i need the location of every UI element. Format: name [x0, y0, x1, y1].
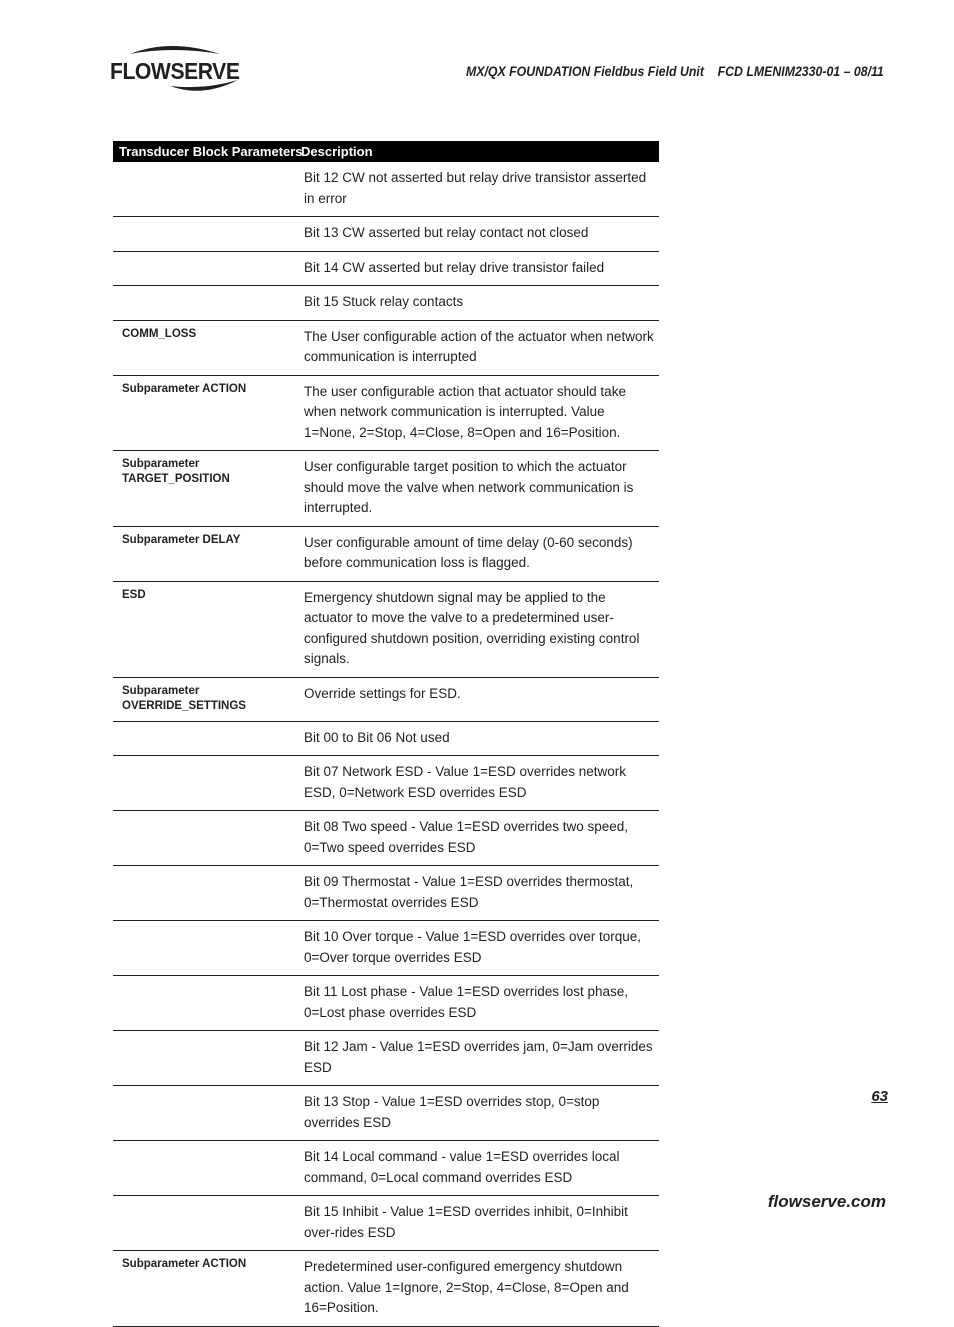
parameter-description: Bit 12 Jam - Value 1=ESD overrides jam, 0=Jam overrides ESD [295, 1031, 659, 1086]
parameter-description: Override settings for ESD. [295, 677, 659, 721]
table-row [113, 217, 659, 252]
parameter-name [113, 1031, 295, 1086]
parameter-description: User configurable amount of time delay (0-60 seconds) before communication loss is flagged. [295, 526, 659, 581]
flowserve-logo [110, 40, 250, 96]
parameter-name: Subparameter DELAY [113, 526, 295, 581]
table-row [113, 451, 659, 527]
parameter-name [113, 866, 295, 921]
table-row [113, 721, 659, 756]
parameter-description: Predetermined user-configured emergency shutdown action. Value 1=Ignore, 2=Stop, 4=Close, 8=Open and 16=Position. [295, 1251, 659, 1327]
table-row [113, 320, 659, 375]
parameter-name [113, 811, 295, 866]
table-row [113, 976, 659, 1031]
parameter-name [113, 921, 295, 976]
parameter-description: Emergency shutdown signal may be applied to the actuator to move the valve to a predetermined user-configured shutdown position, overriding existing control signals. [295, 581, 659, 677]
parameter-name [113, 756, 295, 811]
parameter-name: Subparameter OVERRIDE_SETTINGS [113, 677, 295, 721]
table-row [113, 1251, 659, 1327]
parameter-name [113, 976, 295, 1031]
parameter-name [113, 721, 295, 756]
parameter-description: The User configurable action of the actuator when network communication is interrupted [295, 320, 659, 375]
table-row [113, 286, 659, 321]
parameter-description: Bit 14 Local command - value 1=ESD overrides local command, 0=Local command overrides ESD [295, 1141, 659, 1196]
parameter-name [113, 217, 295, 252]
parameter-name [113, 162, 295, 217]
parameter-name: COMM_LOSS [113, 320, 295, 375]
table-row [113, 866, 659, 921]
page-number: 63 [871, 1088, 888, 1105]
table-row [113, 251, 659, 286]
parameter-name: Subparameter ACTION [113, 1251, 295, 1327]
document-title: MX/QX FOUNDATION Fieldbus Field Unit FCD LMENIM2330-01 – 08/11 [466, 63, 884, 79]
parameter-name [113, 251, 295, 286]
parameter-description: Bit 09 Thermostat - Value 1=ESD overrides thermostat, 0=Thermostat overrides ESD [295, 866, 659, 921]
parameter-name: Subparameter TARGET_POSITION [113, 451, 295, 527]
logo-wordmark: FLOWSERVE [110, 58, 240, 84]
table-row [113, 1031, 659, 1086]
table-row [113, 375, 659, 451]
transducer-block-parameters-table [113, 141, 659, 1327]
parameter-name: ESD [113, 581, 295, 677]
table-row [113, 1086, 659, 1141]
parameter-description: Bit 00 to Bit 06 Not used [295, 721, 659, 756]
table-row [113, 811, 659, 866]
parameter-description: Bit 10 Over torque - Value 1=ESD overrides over torque, 0=Over torque overrides ESD [295, 921, 659, 976]
parameter-name: Subparameter ACTION [113, 375, 295, 451]
parameter-name [113, 1086, 295, 1141]
column-header-parameters: Transducer Block Parameters [113, 141, 295, 162]
parameter-description: The user configurable action that actuator should take when network communication is interrupted. Value 1=None, 2=Stop, 4=Close, 8=Open and 16=Position. [295, 375, 659, 451]
parameter-description: Bit 15 Inhibit - Value 1=ESD overrides inhibit, 0=Inhibit over-rides ESD [295, 1196, 659, 1251]
table-row [113, 921, 659, 976]
parameter-name [113, 1141, 295, 1196]
website-url: flowserve.com [767, 1192, 886, 1211]
parameter-name [113, 1196, 295, 1251]
table-row [113, 1141, 659, 1196]
parameter-description: Bit 11 Lost phase - Value 1=ESD overrides lost phase, 0=Lost phase overrides ESD [295, 976, 659, 1031]
table-header-row [113, 141, 659, 162]
parameter-description: Bit 08 Two speed - Value 1=ESD overrides two speed, 0=Two speed overrides ESD [295, 811, 659, 866]
table-row [113, 581, 659, 677]
parameter-description: Bit 14 CW asserted but relay drive transistor failed [295, 251, 659, 286]
table-row [113, 526, 659, 581]
parameter-description: Bit 15 Stuck relay contacts [295, 286, 659, 321]
parameter-description: Bit 13 Stop - Value 1=ESD overrides stop, 0=stop overrides ESD [295, 1086, 659, 1141]
column-header-description: Description [295, 141, 659, 162]
table-row [113, 756, 659, 811]
parameter-name [113, 286, 295, 321]
parameter-description: Bit 13 CW asserted but relay contact not closed [295, 217, 659, 252]
table-body [113, 162, 659, 1326]
parameter-description: Bit 12 CW not asserted but relay drive transistor asserted in error [295, 162, 659, 217]
table-row [113, 677, 659, 721]
parameter-description: User configurable target position to which the actuator should move the valve when network communication is interrupted. [295, 451, 659, 527]
table-row [113, 162, 659, 217]
table-row [113, 1196, 659, 1251]
parameter-description: Bit 07 Network ESD - Value 1=ESD overrides network ESD, 0=Network ESD overrides ESD [295, 756, 659, 811]
